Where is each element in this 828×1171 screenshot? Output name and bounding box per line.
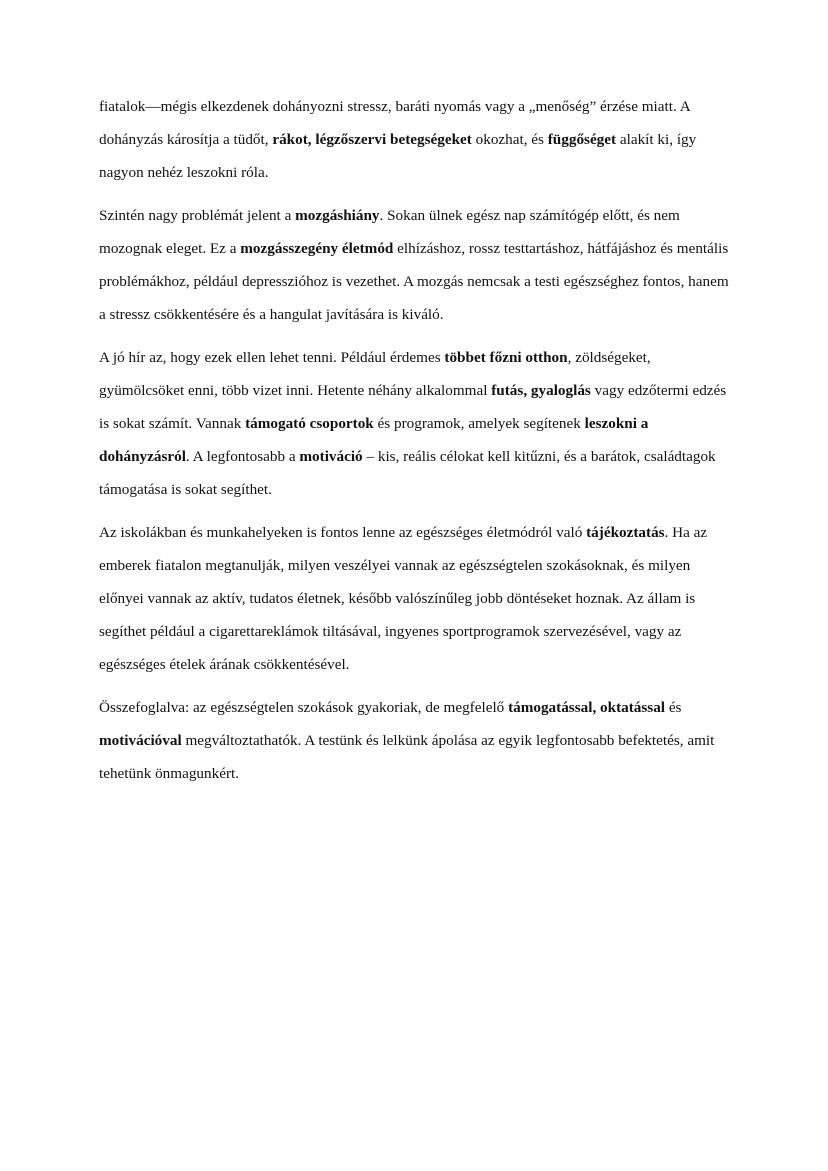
paragraph: Összefoglalva: az egészségtelen szokások gyakoriak, de megfelelő támogatással, oktatással és motivációval megváltoztathatók. A testünk és lelkünk ápolása az egyik legfontosabb befektetés, amit tehetünk önmagunkért. (99, 699, 715, 782)
emphasis-text: tájékoztatás (586, 524, 665, 541)
emphasis-text: légzőszervi betegségeket (315, 131, 472, 148)
emphasis-text: , (307, 131, 316, 148)
emphasis-text: mozgásszegény életmód (240, 240, 394, 257)
document-text-body (99, 90, 731, 790)
emphasis-text: többet főzni otthon (444, 349, 568, 366)
paragraph: Szintén nagy problémát jelent a mozgáshiány. Sokan ülnek egész nap számítógép előtt, és nem mozognak eleget. Ez a mozgásszegény életmód elhízáshoz, rossz testtartáshoz, hátfájáshoz és mentális problémákhoz, például depresszióhoz is vezethet. A mozgás nemcsak a testi egészséghez fontos, hanem a stressz csökkentésére és a hangulat javítására is kiváló. (99, 207, 729, 323)
emphasis-text: oktatással (600, 699, 666, 716)
emphasis-text: támogató csoportok (245, 415, 374, 432)
emphasis-text: támogatással (508, 699, 593, 716)
emphasis-text: , (592, 699, 601, 716)
emphasis-text: gyaloglás (530, 382, 591, 399)
paragraph: Az iskolákban és munkahelyeken is fontos lenne az egészséges életmódról való tájékoztatás. Ha az emberek fiatalon megtanulják, milyen veszélyei vannak az egészségtelen szokásoknak, és milyen előnyei vannak az aktív, tudatos életnek, később valószínűleg jobb döntéseket hoznak. Az állam is segíthet például a cigarettareklámok tiltásával, ingyenes sportprogramok szervezésével, vagy az egészséges ételek árának csökkentésével. (99, 524, 708, 673)
emphasis-text: rákot (272, 131, 308, 148)
emphasis-text: mozgáshiány (295, 207, 380, 224)
emphasis-text: motivációval (99, 732, 182, 749)
emphasis-text: motiváció (299, 448, 363, 465)
paragraph: A jó hír az, hogy ezek ellen lehet tenni. Például érdemes többet főzni otthon, zöldségeket, gyümölcsöket enni, több vizet inni. Hetente néhány alkalommal futás, gyaloglás vagy edzőtermi edzés is sokat számít. Vannak támogató csoportok és programok, amelyek segítenek leszokni a dohányzásról. A legfontosabb a motiváció – kis, reális célokat kell kitűzni, és a barátok, családtagok támogatása is sokat segíthet. (99, 349, 727, 498)
emphasis-text: függőséget (547, 131, 617, 148)
emphasis-text: , (523, 382, 531, 399)
emphasis-text: futás (491, 382, 524, 399)
emphasis-text: leszokni a dohányzásról (99, 415, 649, 465)
paragraph: fiatalok—mégis elkezdenek dohányozni stressz, baráti nyomás vagy a „menőség” érzése miatt. A dohányzás károsítja a tüdőt, rákot, légzőszervi betegségeket okozhat, és függőséget alakít ki, így nagyon nehéz leszokni róla. (99, 98, 697, 181)
